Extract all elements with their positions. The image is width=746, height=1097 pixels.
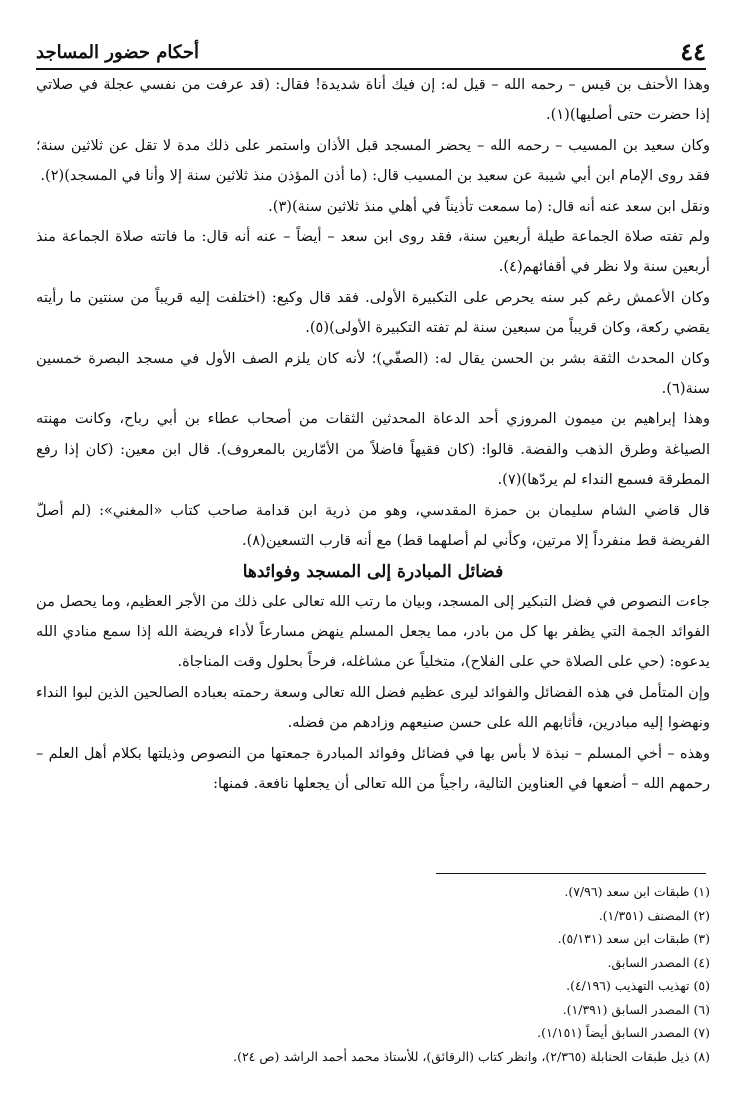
paragraph: وهذه – أخي المسلم – نبذة لا بأس بها في فضائل وفوائد المبادرة جمعتها من النصوص وذيلتها بكلام أهل العلم – رحمهم الله – أضعها في العناوين التالية، راجياً من الله تعالى أن يجعلها نافعة. فمنها: [36,744,710,792]
paragraph: وإن المتأمل في هذه الفضائل والفوائد ليرى عظيم فضل الله تعالى وسعة رحمته بعباده الصالحين الذين لبوا النداء ونهضوا إليه مبادرين، فأثابهم الله على حسن صنيعهم وزادهم من فضله. [36,683,710,732]
footnote: (٥) تهذيب التهذيب (٤/١٩٦). [566,978,710,993]
footnote: (٧) المصدر السابق أيضاً (١/١٥١). [537,1025,710,1040]
paragraph: وهذا إبراهيم بن ميمون المروزي أحد الدعاة المحدثين الثقات من أصحاب عطاء بن أبي رباح، وكانت مهنته الصياغة وطرق الذهب والفضة. قالوا: (كان فقيهاً فاضلاً من الأمّارين بالمعروف). قال ابن معين: (كان إذا رفع المطرقة فسمع النداء لم يردّها)(٧). [36,410,710,489]
paragraph: وكان سعيد بن المسيب – رحمه الله – يحضر المسجد قبل الأذان واستمر على ذلك مدة لا تقل عن ثلاثين سنة؛ فقد روى الإمام ابن أبي شيبة عن سعيد بن المسيب قال: (ما أذن المؤذن منذ ثلاثين سنة إلا وأنا في المسجد)(٢). [36,136,710,185]
footnote-divider [436,873,706,874]
footnote: (٢) المصنف (١/٣٥١). [598,907,710,923]
page-header [36,38,706,70]
paragraph: وكان المحدث الثقة بشر بن الحسن يقال له: (الصفّي)؛ لأنه كان يلزم الصف الأول في مسجد البصرة خمسين سنة(٦). [36,349,710,398]
paragraph: جاءت النصوص في فضل التبكير إلى المسجد، وبيان ما رتب الله تعالى على ذلك من الأجر العظيم، وما يحصل من الفوائد الجمة التي يظفر بها كل من بادر، مما يجعل المسلم ينهض مسارعاً لأداء فريضة الله إذا سمع منادي الله يدعوه: (حي على الصلاة حي على الفلاح)، متخلياً عن مشاغله، فرحاً بحلول وقت المناجاة. [36,592,710,671]
paragraph: قال قاضي الشام سليمان بن حمزة المقدسي، وهو من ذرية ابن قدامة صاحب كتاب «المغني»: (لم أصلّ الفريضة قط منفرداً إلا مرتين، وكأني لم أصلهما قط) مع أنه قارب التسعين(٨). [36,501,710,550]
running-title: أحكام حضور المساجد [36,42,199,63]
footnote: (١) طبقات ابن سعد (٧/٩٦). [564,884,710,899]
paragraph: ونقل ابن سعد عنه أنه قال: (ما سمعت تأذيناً في أهلي منذ ثلاثين سنة)(٣). [268,197,710,215]
main-text [36,70,710,799]
paragraph: وهذا الأحنف بن قيس – رحمه الله – قيل له: إن فيك أناة شديدة! فقال: (قد عرفت من نفسي عجلة في صلاتي إذا حضرت حتى أصليها)(١). [36,76,710,124]
footnote: (٦) المصدر السابق (١/٣٩١). [562,1001,710,1017]
footnote: (٤) المصدر السابق. [607,954,710,970]
footnote: (٨) ذيل طبقات الحنابلة (٢/٣٦٥)، وانظر كتاب (الرقائق)، للأستاذ محمد أحمد الراشد (ص ٢٤). [233,1048,710,1064]
footnotes [36,880,710,1068]
page-number: ٤٤ [680,37,706,66]
paragraph: ولم تفته صلاة الجماعة طيلة أربعين سنة، فقد روى ابن سعد – أيضاً – عنه أنه قال: ما فاتته صلاة الجماعة منذ أربعين سنة ولا نظر في أقفائهم(٤). [36,228,710,276]
paragraph: وكان الأعمش رغم كبر سنه يحرص على التكبيرة الأولى. فقد قال وكيع: (اختلفت إليه قريباً من سنتين ما رأيته يقضي ركعة، وكان قريباً من سبعين سنة لم تفته التكبيرة الأولى)(٥). [36,288,710,337]
section-heading: فضائل المبادرة إلى المسجد وفوائدها [242,561,504,582]
footnote: (٣) طبقات ابن سعد (٥/١٣١). [557,931,710,946]
